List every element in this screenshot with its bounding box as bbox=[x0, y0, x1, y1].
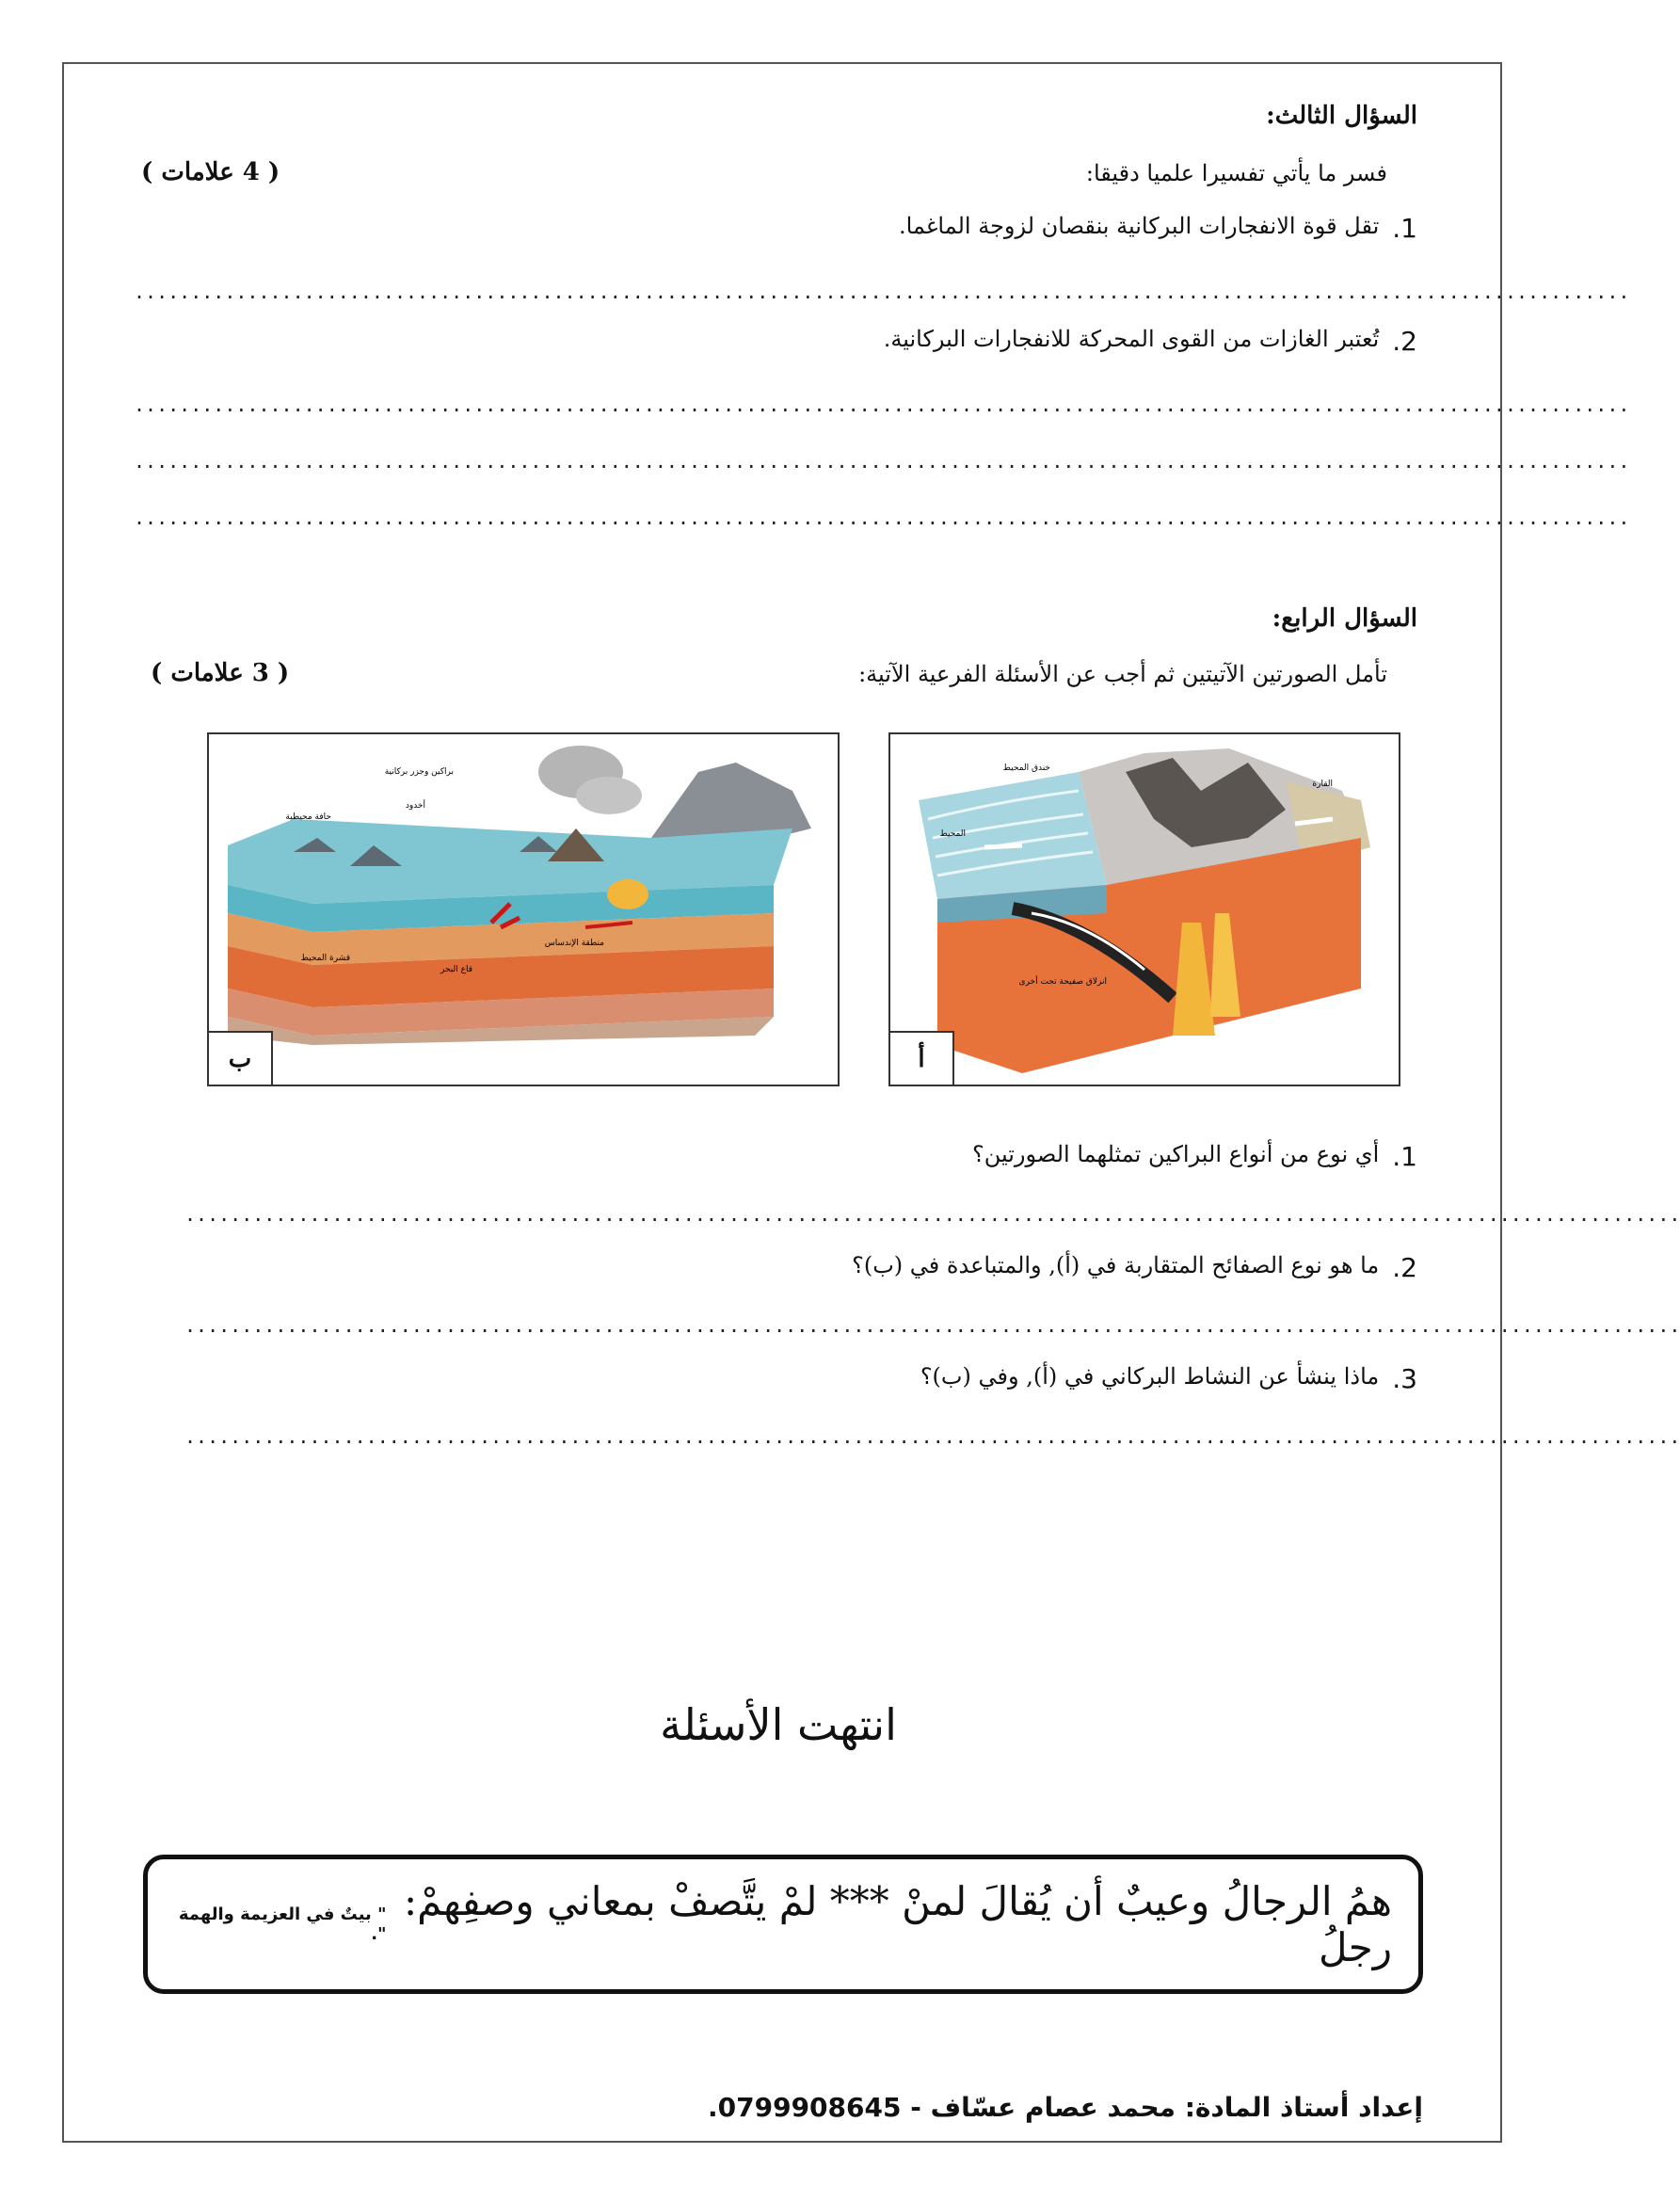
tag-continent: القارة bbox=[1312, 780, 1333, 789]
q4-title: السؤال الرابع: bbox=[1272, 604, 1417, 633]
end-of-questions-title: انتهت الأسئلة bbox=[660, 1699, 897, 1750]
answer-line[interactable]: .................................................................................................................................... bbox=[134, 281, 1630, 303]
q3-instruction: فسر ما يأتي تفسيرا علميا دقيقا: bbox=[1085, 160, 1387, 186]
q3-item-2 bbox=[884, 326, 1417, 357]
q3-item-1 bbox=[899, 213, 1417, 244]
verse-text: همُ الرجالُ وعيبٌ أن يُقالَ لمنْ *** لمْ يتَّصفْ بمعاني وصفِهمْ: رجلُ bbox=[404, 1878, 1392, 1970]
tag-subduction: انزلاق صفيحة تحت أخرى bbox=[1018, 977, 1107, 987]
q4-instruction: تأمل الصورتين الآتيتين ثم أجب عن الأسئلة الفرعية الآتية: bbox=[858, 661, 1387, 687]
tag-floor: قاع البحر bbox=[440, 965, 472, 974]
answer-line[interactable]: .................................................................................................................................... bbox=[184, 1425, 1680, 1448]
item-number: 3. bbox=[1392, 1363, 1417, 1394]
answer-line[interactable]: .................................................................................................................................... bbox=[134, 394, 1630, 416]
divergent-boundary-diagram bbox=[209, 734, 838, 1085]
tag-zone: منطقة الإندساس bbox=[544, 939, 604, 948]
tag-ridge: حافة محيطية bbox=[285, 812, 331, 822]
tag-rift: أخدود bbox=[405, 801, 425, 811]
item-number: 1. bbox=[1392, 213, 1417, 244]
item-number: 2. bbox=[1392, 1252, 1417, 1283]
q3-title: السؤال الثالث: bbox=[1266, 102, 1417, 130]
plate-motion-arrow-icon bbox=[984, 845, 1022, 847]
ash-cloud-icon bbox=[576, 777, 642, 814]
answer-line[interactable]: .................................................................................................................................... bbox=[184, 1314, 1680, 1337]
q3-marks: ( 4 علامات ) bbox=[141, 158, 280, 186]
tag-crust: قشرة المحيط bbox=[300, 954, 350, 963]
image-b-figure bbox=[207, 732, 840, 1086]
image-a-label: أ bbox=[890, 1031, 954, 1085]
q4-item-1 bbox=[972, 1141, 1417, 1172]
item-text: أي نوع من أنواع البراكين تمثلهما الصورتين؟ bbox=[972, 1141, 1380, 1167]
item-text: ما هو نوع الصفائح المتقاربة في (أ), والمتباعدة في (ب)؟ bbox=[852, 1252, 1380, 1278]
verse-box bbox=[143, 1855, 1423, 1994]
q4-item-2 bbox=[852, 1252, 1417, 1283]
q4-marks: ( 3 علامات ) bbox=[151, 659, 290, 687]
image-a-figure bbox=[888, 732, 1400, 1086]
tag-volcanoes: براكين وجزر بركانية bbox=[384, 767, 454, 777]
page-frame bbox=[62, 62, 1680, 2143]
verse-note: " بيتٌ في العزيمة والهمة ". bbox=[178, 1905, 387, 1944]
answer-line[interactable]: .................................................................................................................................... bbox=[134, 506, 1630, 529]
tag-trench: خندق المحيط bbox=[1002, 763, 1050, 773]
convergent-boundary-diagram bbox=[890, 734, 1399, 1085]
magma-chamber-icon bbox=[607, 879, 648, 909]
answer-line[interactable]: .................................................................................................................................... bbox=[134, 450, 1630, 473]
tag-ocean: المحيط bbox=[939, 829, 966, 839]
item-number: 2. bbox=[1392, 326, 1417, 357]
item-text: ماذا ينشأ عن النشاط البركاني في (أ), وفي (ب)؟ bbox=[920, 1363, 1380, 1390]
mountain-shape bbox=[651, 763, 811, 838]
item-text: تقل قوة الانفجارات البركانية بنقصان لزوجة الماغما. bbox=[899, 213, 1380, 239]
author-footer: إعداد أستاذ المادة: محمد عصام عسّاف - 0799908645. bbox=[708, 2092, 1423, 2123]
answer-line[interactable]: .................................................................................................................................... bbox=[184, 1203, 1680, 1226]
item-text: تُعتبر الغازات من القوى المحركة للانفجارات البركانية. bbox=[883, 326, 1380, 352]
q4-item-3 bbox=[920, 1363, 1417, 1394]
item-number: 1. bbox=[1392, 1141, 1417, 1172]
image-b-label: ب bbox=[209, 1031, 273, 1085]
